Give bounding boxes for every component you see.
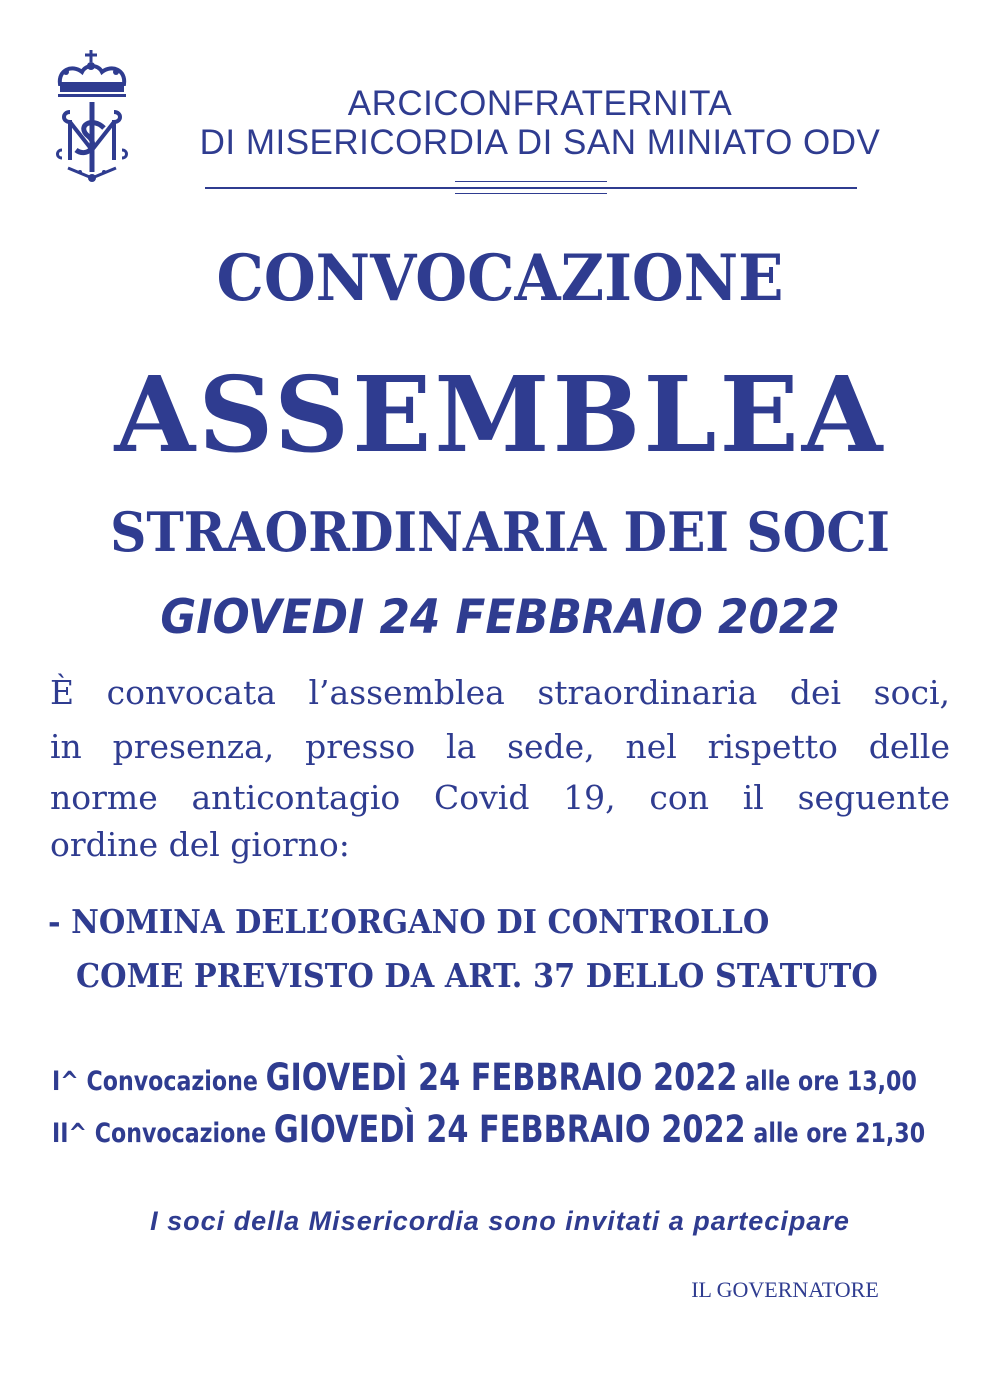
org-name-line1: ARCICONFRATERNITA <box>347 84 733 123</box>
second-convocation-time: alle ore 21,30 <box>745 1118 926 1149</box>
paragraph-line-1: È convocata l’assemblea straordinaria dei soci, <box>50 673 950 712</box>
first-convocation <box>52 1056 917 1099</box>
second-convocation <box>52 1108 925 1151</box>
header-divider <box>205 187 857 189</box>
second-convocation-date: GIOVEDÌ 24 FEBBRAIO 2022 <box>273 1108 746 1151</box>
signature: IL GOVERNATORE <box>691 1277 879 1302</box>
title-assemblea: ASSEMBLEA <box>114 353 886 476</box>
closing-invitation: I soci della Misericordia sono invitati a partecipare <box>150 1206 850 1236</box>
misericordia-crest-icon <box>52 50 132 185</box>
first-convocation-date: GIOVEDÌ 24 FEBBRAIO 2022 <box>265 1056 738 1099</box>
first-convocation-time: alle ore 13,00 <box>737 1066 917 1097</box>
divider-accent-bottom <box>455 193 607 194</box>
title-straordinaria: STRAORDINARIA DEI SOCI <box>110 500 890 564</box>
org-name-line2: DI MISERICORDIA DI SAN MINIATO ODV <box>199 123 881 162</box>
paragraph-line-2: in presenza, presso la sede, nel rispetto delle <box>50 727 950 766</box>
agenda-item-line-2: COME PREVISTO DA ART. 37 DELLO STATUTO <box>76 956 878 995</box>
second-convocation-label: II^ Convocazione <box>52 1118 274 1149</box>
paragraph-line-3: norme anticontagio Covid 19, con il seguente <box>50 778 950 817</box>
title-convocazione: CONVOCAZIONE <box>216 241 784 316</box>
paragraph-line-4: ordine del giorno: <box>50 825 350 864</box>
first-convocation-label: I^ Convocazione <box>52 1066 266 1097</box>
meeting-date: GIOVEDI 24 FEBBRAIO 2022 <box>160 590 840 645</box>
agenda-item-line-1: - NOMINA DELL’ORGANO DI CONTROLLO <box>48 902 770 941</box>
divider-accent-top <box>455 181 607 182</box>
